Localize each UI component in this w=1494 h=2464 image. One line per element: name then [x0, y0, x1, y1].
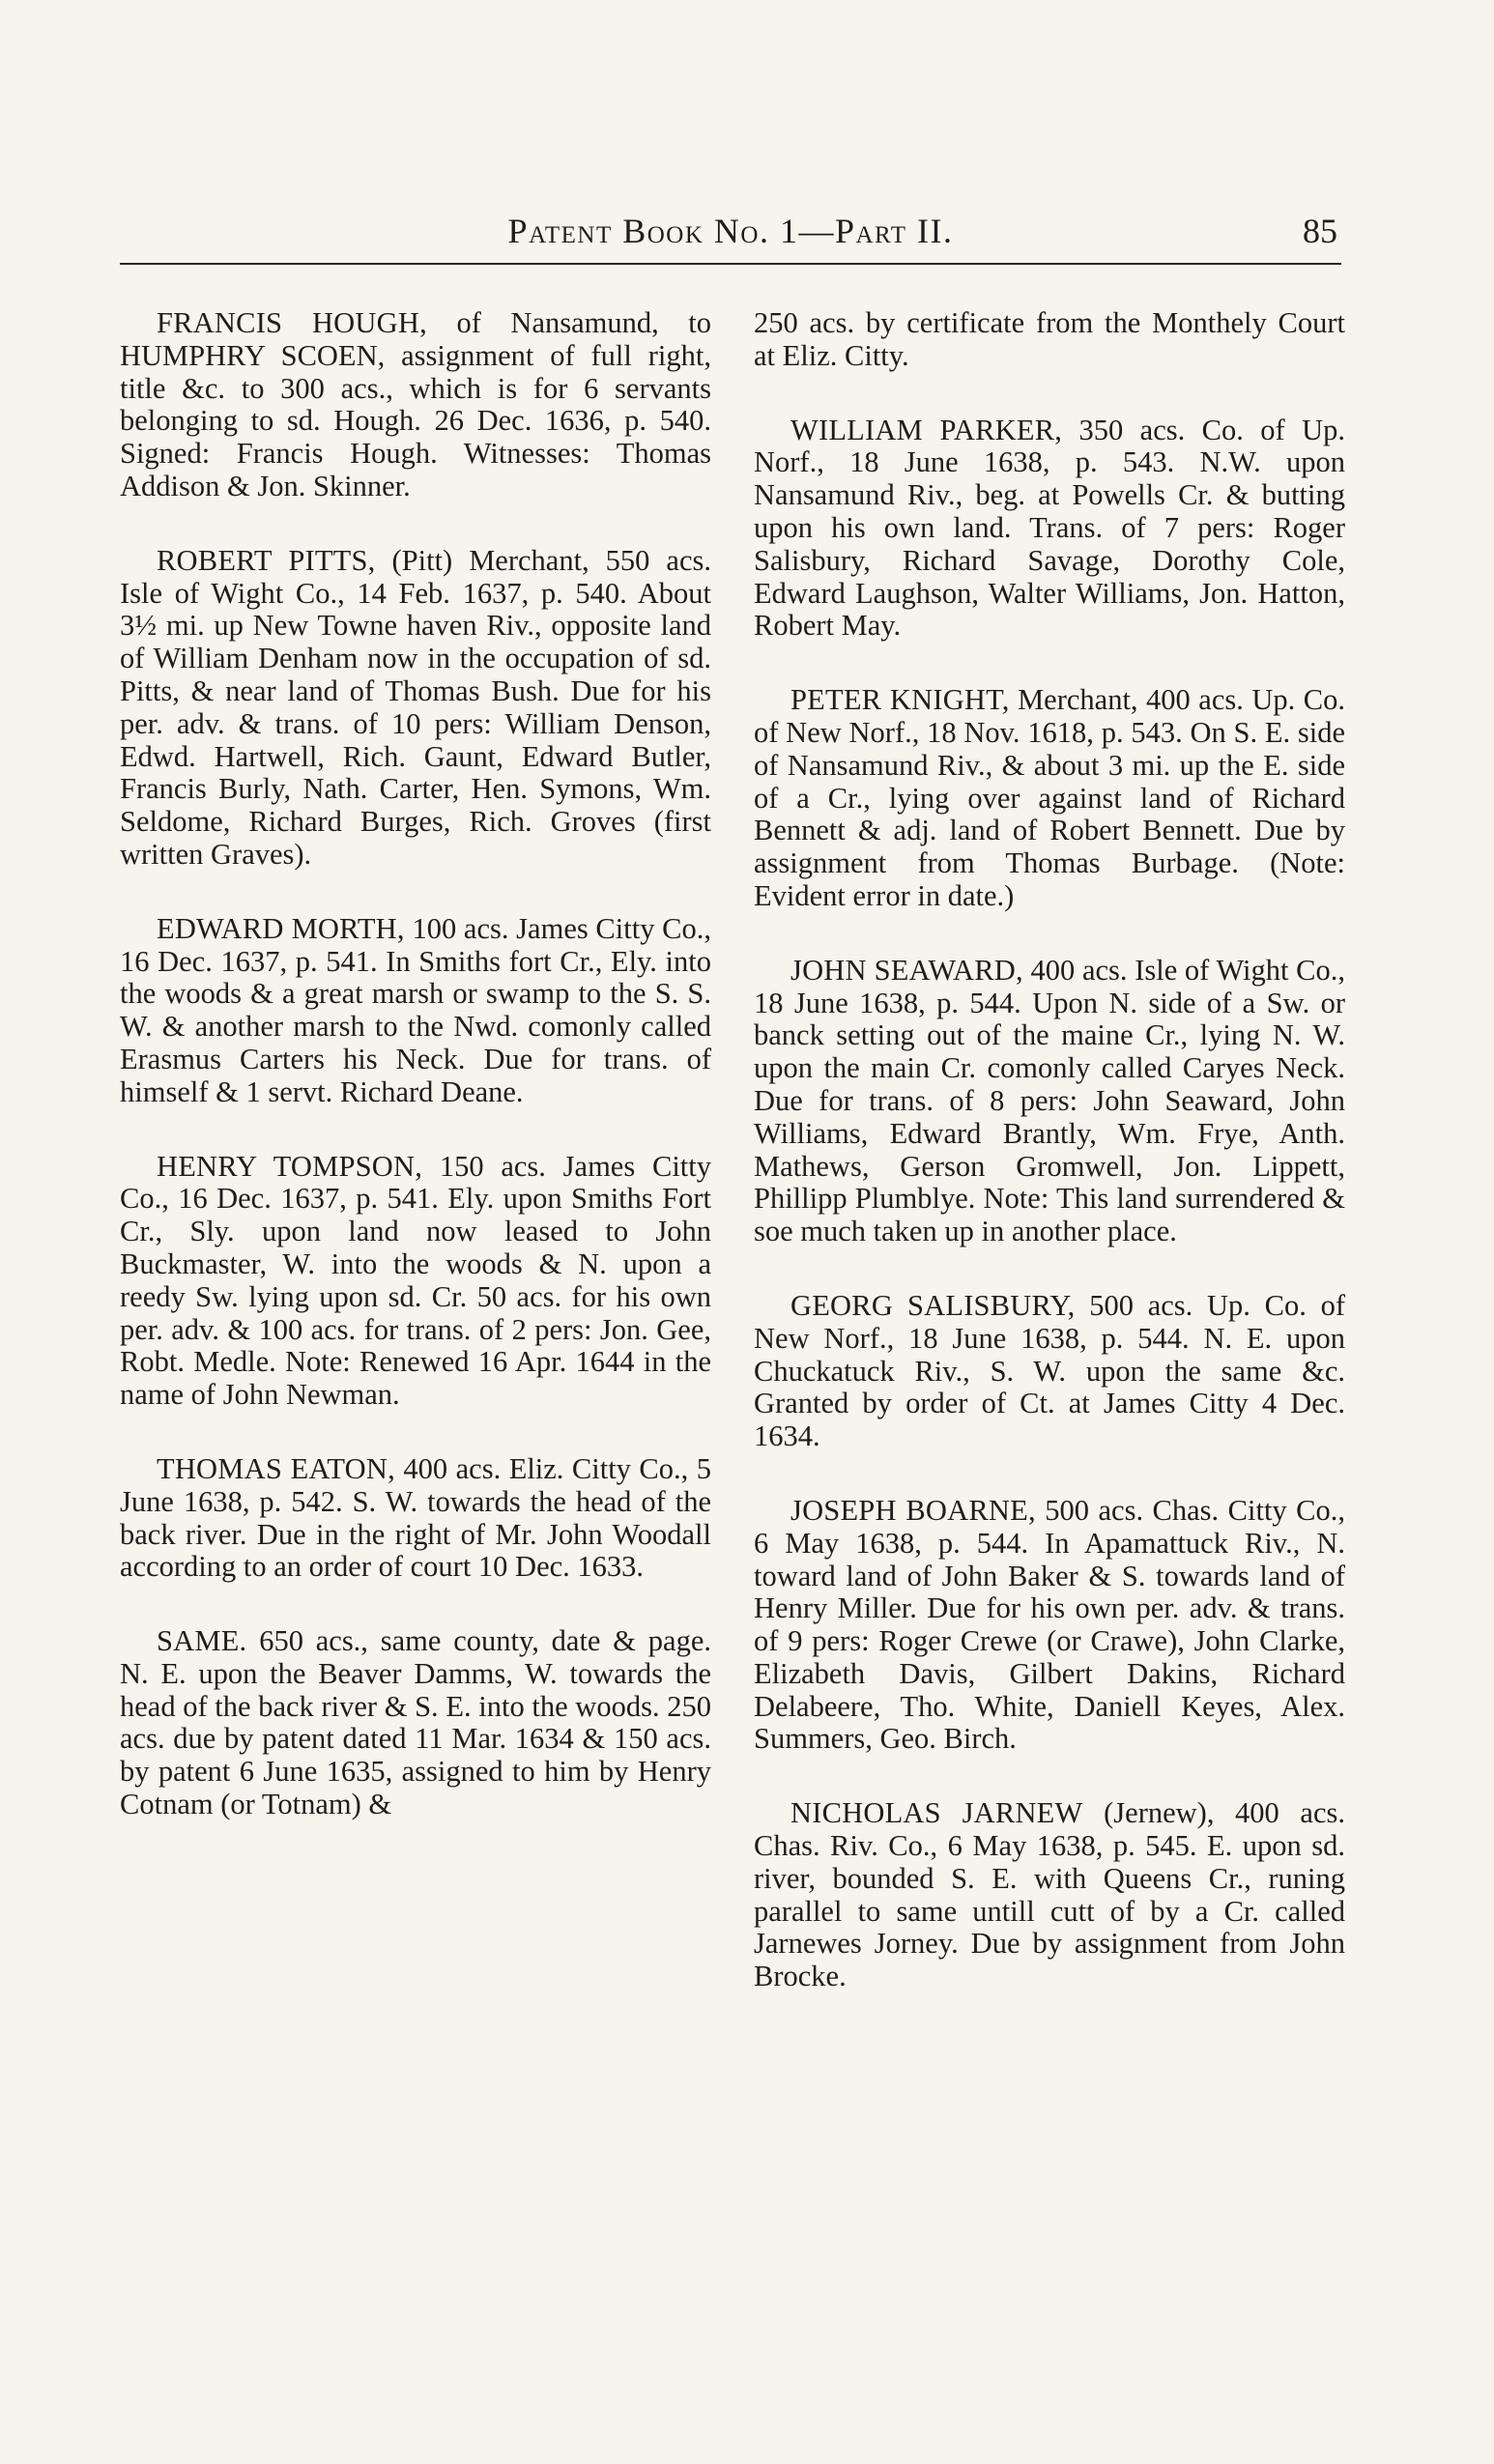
patent-entry — [120, 1453, 711, 1584]
patent-entry — [754, 415, 1345, 644]
patent-entry — [754, 1797, 1345, 1993]
running-title: Patent Book No. 1—Part II. — [507, 212, 954, 250]
page-header — [120, 207, 1341, 265]
entry-text: (Jernew), 400 acs. Chas. Riv. Co., 6 May 1638, p. 545. E. upon sd. river, bounded S. E. with Queens Cr., runing parallel to same untill cutt of by a Cr. called Jarnewes Jorney. Due by assignment from John Brocke. — [754, 1796, 1345, 1993]
patent-entry — [120, 913, 711, 1109]
entry-text: 400 acs. Eliz. Citty Co., 5 June 1638, p. 542. S. W. towards the head of the back river. Due in the right of Mr. John Woodall according to an order of court 10 Dec. 1633. — [120, 1451, 711, 1584]
patent-entry — [120, 1151, 711, 1412]
entry-text: 250 acs. by certificate from the Monthely Court at Eliz. Citty. — [754, 306, 1345, 372]
entry-name: FRANCIS HOUGH, — [157, 306, 427, 339]
patent-entry — [754, 1290, 1345, 1453]
entry-text: 500 acs. Up. Co. of New Norf., 18 June 1638, p. 544. N. E. upon Chuckatuck Riv., S. W. upon the same &c. Granted by order of Ct. at James Citty 4 Dec. 1634. — [754, 1288, 1345, 1453]
entry-name: ROBERT PITTS, — [157, 543, 376, 577]
patent-entry — [754, 684, 1345, 913]
page-number: 85 — [1303, 212, 1337, 250]
entry-text: 100 acs. James Citty Co., 16 Dec. 1637, p. 541. In Smiths fort Cr., Ely. into the woods & a great marsh or swamp to the S. S. W. & another marsh to the Nwd. comonly called Erasmus Carters his Neck. Due for trans. of himself & 1 servt. Richard Deane. — [120, 911, 712, 1108]
entry-name: SAME. — [157, 1624, 247, 1658]
patent-entry — [754, 1495, 1345, 1756]
entry-name: PETER KNIGHT, — [790, 683, 1010, 717]
entry-name: WILLIAM PARKER, — [790, 413, 1063, 446]
entry-text: 400 acs. Isle of Wight Co., 18 June 1638, p. 544. Upon N. side of a Sw. or banck setting out of the maine Cr., lying N. W. upon the main Cr. comonly called Caryes Neck. Due for trans. of 8 pers: John Seaward, John Williams, Edward Brantly, Wm. Frye, Anth. Mathews, Gerson Gromwell, Jon. Lippett, Phillipp Plumblye. Note: This land surrendered & soe much taken up in another place. — [754, 953, 1346, 1248]
patent-entry — [120, 545, 711, 872]
entry-name: THOMAS EATON, — [157, 1451, 395, 1485]
entry-name: JOHN SEAWARD, — [790, 953, 1023, 987]
entry-text: 650 acs., same county, date & page. N. E. upon the Beaver Damms, W. towards the head of the back river & S. E. into the woods. 250 acs. due by patent dated 11 Mar. 1634 & 150 acs. by patent 6 June 1635, assigned to him by Henry Cotnam (or Totnam) & — [120, 1624, 711, 1821]
entry-text: 500 acs. Chas. Citty Co., 6 May 1638, p. 544. In Apamattuck Riv., N. toward land of John Baker & S. towards land of Henry Miller. Due for his own per. adv. & trans. of 9 pers: Roger Crewe (or Crawe), John Clarke, Elizabeth Davis, Gilbert Dakins, Richard Delabeere, Tho. White, Daniell Keyes, Alex. Summers, Geo. Birch. — [754, 1493, 1345, 1756]
entry-name: JOSEPH BOARNE, — [790, 1493, 1036, 1527]
patent-entry — [120, 307, 711, 503]
entry-text: (Pitt) Merchant, 550 acs. Isle of Wight Co., 14 Feb. 1637, p. 540. About 3½ mi. up New Towne haven Riv., opposite land of William Denham now in the occupation of sd. Pitts, & near land of Thomas Bush. Due for his per. adv. & trans. of 10 pers: William Denson, Edwd. Hartwell, Rich. Gaunt, Edward Butler, Francis Burly, Nath. Carter, Hen. Symons, Wm. Seldome, Richard Burges, Rich. Groves (first written Graves). — [120, 543, 711, 871]
entry-name: EDWARD MORTH, — [157, 911, 405, 945]
entry-text: 350 acs. Co. of Up. Norf., 18 June 1638, p. 543. N.W. upon Nansamund Riv., beg. at Powells Cr. & butting upon his own land. Trans. of 7 pers: Roger Salisbury, Richard Savage, Dorothy Cole, Edward Laughson, Walter Williams, Jon. Hatton, Robert May. — [754, 413, 1345, 643]
entry-text: Merchant, 400 acs. Up. Co. of New Norf., 18 Nov. 1618, p. 543. On S. E. side of Nansamund Riv., & about 3 mi. up the E. side of a Cr., lying over against land of Richard Bennett & adj. land of Robert Bennett. Due by assignment from Thomas Burbage. (Note: Evident error in date.) — [754, 683, 1345, 912]
entry-text: 150 acs. James Citty Co., 16 Dec. 1637, p. 541. Ely. upon Smiths Fort Cr., Sly. upon land now leased to John Buckmaster, W. into the woods & N. upon a reedy Sw. lying upon sd. Cr. 50 acs. for his own per. adv. & 100 acs. for trans. of 2 pers: Jon. Gee, Robt. Medle. Note: Renewed 16 Apr. 1644 in the name of John Newman. — [120, 1149, 711, 1412]
patent-entry — [754, 955, 1345, 1248]
entry-name: GEORG SALISBURY, — [790, 1288, 1076, 1322]
entry-name: HENRY TOMPSON, — [157, 1149, 423, 1183]
entry-text: of Nansamund, to HUMPHRY SCOEN, assignment of full right, title &c. to 300 acs., which is for 6 servants belonging to sd. Hough. 26 Dec. 1636, p. 540. Signed: Francis Hough. Witnesses: Thomas Addison & Jon. Skinner. — [120, 306, 711, 502]
patent-entry — [120, 1625, 711, 1821]
patent-entry-continued — [754, 307, 1345, 373]
left-column — [120, 307, 711, 1863]
right-column — [754, 307, 1345, 2035]
entry-name: NICHOLAS JARNEW — [790, 1796, 1083, 1830]
